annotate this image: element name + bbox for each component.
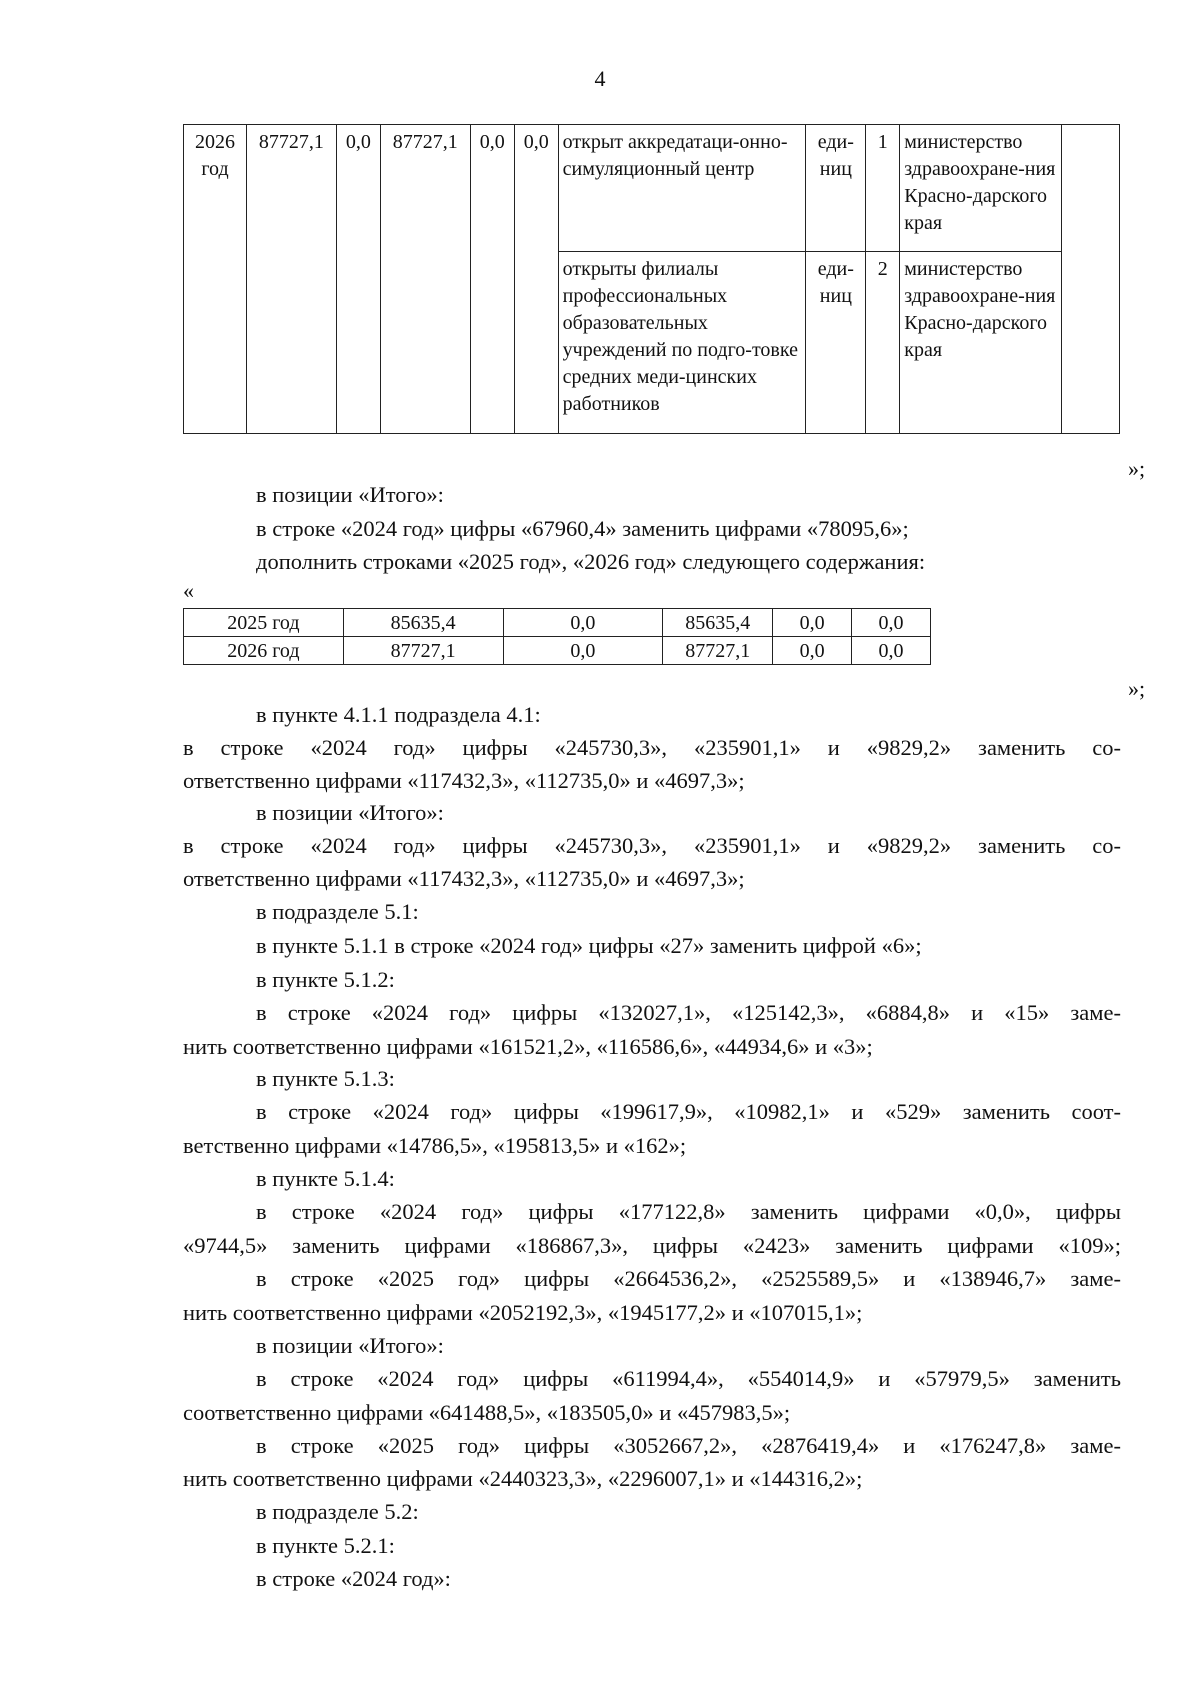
text-line: в позиции «Итого»: bbox=[256, 482, 444, 507]
federal-cell: 0,0 bbox=[336, 125, 380, 434]
text-line: ответственно цифрами «117432,3», «112735,0» и «4697,3»; bbox=[183, 866, 745, 891]
table-cell: 85635,4 bbox=[663, 609, 773, 637]
text-line: в строке «2025 год» цифры «3052667,2», «2876419,4» и «176247,8» заме- bbox=[256, 1433, 1121, 1458]
text-line: в строке «2025 год» цифры «2664536,2», «2525589,5» и «138946,7» заме- bbox=[256, 1266, 1121, 1291]
table-row bbox=[184, 637, 931, 665]
text-line: в строке «2024 год» цифры «67960,4» заменить цифрами «78095,6»; bbox=[256, 516, 909, 541]
count-cell: 2 bbox=[866, 252, 900, 434]
text-line: нить соответственно цифрами «161521,2», «116586,6», «44934,6» и «3»; bbox=[183, 1034, 873, 1059]
result-cell: открыт аккредатаци-онно-симуляционный центр bbox=[558, 125, 806, 252]
text-line: в пункте 5.1.3: bbox=[256, 1066, 395, 1091]
text-line: дополнить строками «2025 год», «2026 год» следующего содержания: bbox=[256, 549, 926, 574]
text-line: нить соответственно цифрами «2440323,3», «2296007,1» и «144316,2»; bbox=[183, 1466, 863, 1491]
text-line: в пункте 5.1.2: bbox=[256, 967, 395, 992]
text-line: «9744,5» заменить цифрами «186867,3», цифры «2423» заменить цифрами «109»; bbox=[183, 1233, 1121, 1258]
count-cell: 1 bbox=[866, 125, 900, 252]
text-line: в строке «2024 год» цифры «245730,3», «235901,1» и «9829,2» заменить со- bbox=[183, 735, 1121, 760]
text-line: в пункте 5.1.4: bbox=[256, 1166, 395, 1191]
continuation-table bbox=[183, 124, 1120, 434]
text-line: в позиции «Итого»: bbox=[256, 1333, 444, 1358]
page-number: 4 bbox=[594, 66, 606, 91]
unit-cell: еди-ниц bbox=[806, 125, 866, 252]
text-line: в пункте 5.1.1 в строке «2024 год» цифры «27» заменить цифрой «6»; bbox=[256, 933, 922, 958]
text-line: соответственно цифрами «641488,5», «183505,0» и «457983,5»; bbox=[183, 1400, 791, 1425]
text-line: в подразделе 5.1: bbox=[256, 899, 419, 924]
text-line: в строке «2024 год» цифры «611994,4», «554014,9» и «57979,5» заменить bbox=[256, 1366, 1121, 1391]
local-cell: 0,0 bbox=[470, 125, 514, 434]
closing-quote: »; bbox=[1128, 676, 1146, 701]
empty-cell bbox=[1062, 125, 1120, 434]
text-line: в позиции «Итого»: bbox=[256, 800, 444, 825]
closing-quote: »; bbox=[1128, 456, 1146, 481]
table-cell: 0,0 bbox=[852, 637, 931, 665]
unit-cell: еди-ниц bbox=[806, 252, 866, 434]
text-line: ответственно цифрами «117432,3», «112735,0» и «4697,3»; bbox=[183, 768, 745, 793]
table-cell: 0,0 bbox=[503, 637, 663, 665]
totals-table bbox=[183, 608, 931, 665]
text-line: в строке «2024 год»: bbox=[256, 1566, 451, 1591]
opening-quote: « bbox=[183, 578, 194, 603]
text-line: в пункте 5.2.1: bbox=[256, 1533, 395, 1558]
text-line: в строке «2024 год» цифры «132027,1», «125142,3», «6884,8» и «15» заме- bbox=[256, 1000, 1121, 1025]
table-cell: 0,0 bbox=[773, 637, 852, 665]
table-cell: 87727,1 bbox=[343, 637, 503, 665]
table-row bbox=[184, 609, 931, 637]
table-cell: 2025 год bbox=[184, 609, 344, 637]
responsible-cell: министерство здравоохране-ния Красно-дарского края bbox=[900, 252, 1062, 434]
responsible-cell: министерство здравоохране-ния Красно-дарского края bbox=[900, 125, 1062, 252]
year-cell: 2026 год bbox=[184, 125, 247, 434]
table-row bbox=[184, 125, 1120, 252]
table-cell: 2026 год bbox=[184, 637, 344, 665]
text-line: в строке «2024 год» цифры «245730,3», «235901,1» и «9829,2» заменить со- bbox=[183, 833, 1121, 858]
result-cell: открыты филиалы профессиональных образовательных учреждений по подго-товке средних меди-цинских работников bbox=[558, 252, 806, 434]
table-cell: 85635,4 bbox=[343, 609, 503, 637]
table-cell: 0,0 bbox=[773, 609, 852, 637]
text-line: в строке «2024 год» цифры «177122,8» заменить цифрами «0,0», цифры bbox=[256, 1199, 1121, 1224]
text-line: в подразделе 5.2: bbox=[256, 1499, 419, 1524]
extra-cell: 0,0 bbox=[514, 125, 558, 434]
text-line: в пункте 4.1.1 подраздела 4.1: bbox=[256, 702, 541, 727]
text-line: в строке «2024 год» цифры «199617,9», «10982,1» и «529» заменить соот- bbox=[256, 1099, 1121, 1124]
table-cell: 0,0 bbox=[503, 609, 663, 637]
table-cell: 87727,1 bbox=[663, 637, 773, 665]
text-line: ветственно цифрами «14786,5», «195813,5» и «162»; bbox=[183, 1133, 687, 1158]
text-line: нить соответственно цифрами «2052192,3», «1945177,2» и «107015,1»; bbox=[183, 1300, 863, 1325]
table-cell: 0,0 bbox=[852, 609, 931, 637]
total-cell: 87727,1 bbox=[246, 125, 336, 434]
regional-cell: 87727,1 bbox=[380, 125, 470, 434]
